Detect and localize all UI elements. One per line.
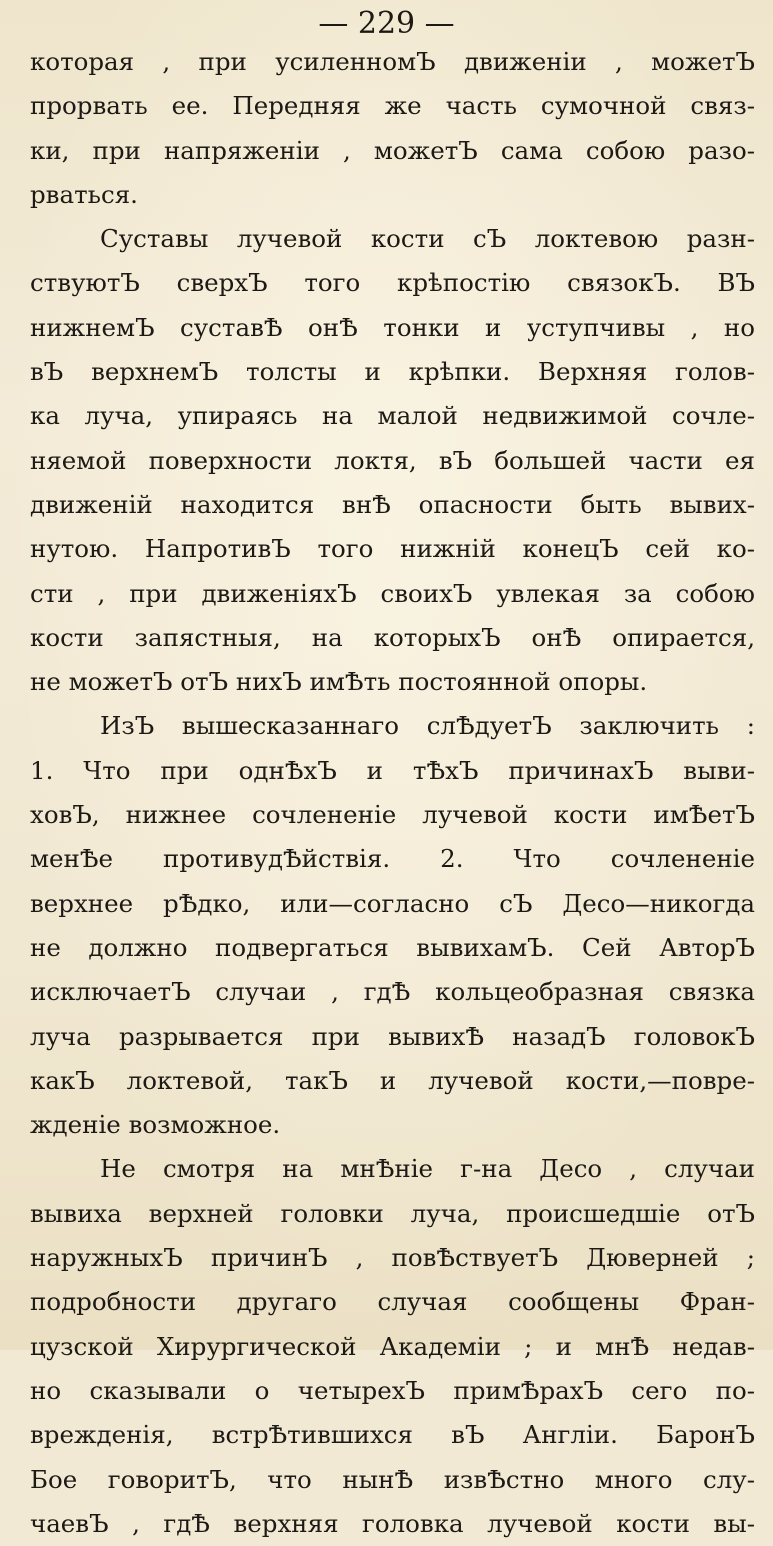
text-line: цузской Хирургической Академіи ; и мнѢ недав- — [30, 1331, 755, 1361]
text-line: прорвать ее. Передняя же часть сумочной связ- — [30, 91, 755, 121]
page-number: — 229 — — [318, 6, 455, 41]
text-line: но сказывали о четырехЪ примѢрахЪ сего по- — [30, 1375, 755, 1405]
text-line: вЪ верхнемЪ толсты и крѣпки. Верхняя голов- — [30, 357, 755, 387]
text-line: Бое говоритЪ, что нынѢ извѢстно много слу- — [30, 1464, 755, 1494]
text-line: верхнее рѢдко, или—согласно сЪ Десо—никогда — [30, 888, 755, 918]
body-text — [30, 40, 755, 1546]
text-line: 1. Что при однѢхЪ и тѢхЪ причинахЪ выви- — [30, 755, 755, 785]
text-line: сти , при движеніяхЪ своихЪ увлекая за собою — [30, 578, 755, 608]
text-line: луча разрывается при вывихѢ назадЪ головокЪ — [30, 1021, 755, 1051]
text-line: наружныхЪ причинЪ , повѢствуетЪ Дюверней ; — [30, 1243, 755, 1273]
text-line: няемой поверхности локтя, вЪ большей части ея — [30, 445, 755, 475]
text-line: исключаетЪ случаи , гдѢ кольцеобразная связка — [30, 977, 755, 1007]
text-line: ствуютЪ сверхЪ того крѣпостію связокЪ. ВЪ — [30, 268, 755, 298]
text-line: подробности другаго случая сообщены Фран- — [30, 1287, 755, 1317]
text-line: кости запястныя, на которыхЪ онѢ опирается, — [30, 622, 755, 652]
text-line: вывиха верхней головки луча, происшедшіе отЪ — [30, 1198, 755, 1228]
text-line: не можетЪ отЪ нихЪ имѢть постоянной опоры. — [30, 667, 648, 697]
text-line: которая , при усиленномЪ движеніи , можетЪ — [30, 47, 755, 76]
text-line: менѢе противудѢйствія. 2. Что сочлененіе — [30, 844, 755, 874]
text-line: не должно подвергаться вывихамЪ. Сей АвторЪ — [30, 932, 755, 962]
text-line: чаевЪ , гдѢ верхняя головка лучевой кости вы- — [30, 1508, 755, 1538]
text-line: движеній находится внѢ опасности быть вывих- — [30, 489, 755, 519]
text-line: рваться. — [30, 179, 138, 209]
text-line: врежденія, встрѢтившихся вЪ Англіи. БаронЪ — [30, 1420, 755, 1450]
text-line: нижнемЪ суставѢ онѢ тонки и уступчивы , но — [30, 312, 755, 342]
text-line: Суставы лучевой кости сЪ локтевою разн- — [100, 224, 755, 254]
text-line: жденіе возможное. — [30, 1110, 281, 1140]
text-line: ка луча, упираясь на малой недвижимой сочле- — [30, 401, 755, 431]
text-line: Не смотря на мнѢніе г-на Десо , случаи — [100, 1154, 755, 1184]
text-line: ховЪ, нижнее сочлененіе лучевой кости имѢетЪ — [30, 800, 755, 830]
text-line: какЪ локтевой, такЪ и лучевой кости,—повре- — [30, 1065, 755, 1095]
text-line: нутою. НапротивЪ того нижній конецЪ сей ко- — [30, 534, 755, 564]
text-line: ки, при напряженіи , можетЪ сама собою разо- — [30, 135, 755, 165]
text-line: ИзЪ вышесказаннаго слѢдуетЪ заключить : — [100, 711, 755, 741]
